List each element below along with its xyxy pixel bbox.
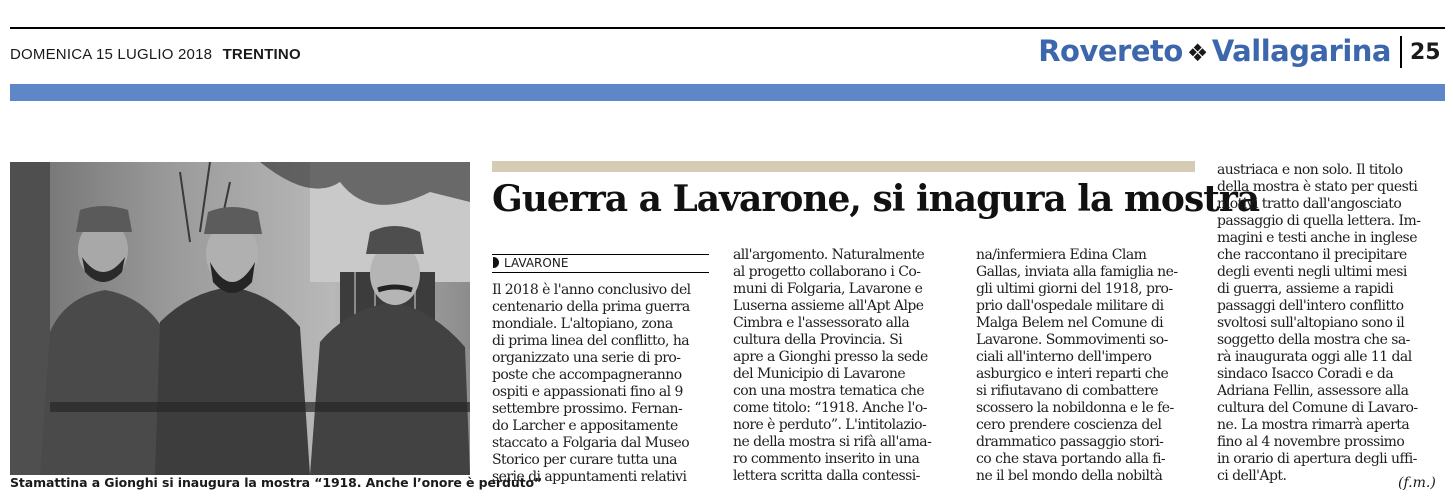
page-number: 25 bbox=[1410, 40, 1441, 65]
text-line: co che stava portando alla fi- bbox=[976, 451, 1166, 467]
text-line: magini e testi anche in inglese bbox=[1217, 230, 1417, 246]
article-column-1 bbox=[492, 282, 712, 486]
text-line: apre a Gionghi presso la sede bbox=[733, 349, 928, 365]
newspaper-name: TRENTINO bbox=[222, 46, 301, 63]
article-headline: Guerra a Lavarone, si inagura la mostra bbox=[492, 178, 1260, 220]
photo-caption: Stamattina a Gionghi si inaugura la mostra “1918. Anche l’onore è perduto” bbox=[10, 475, 543, 490]
text-line: Adriana Fellin, assessore alla bbox=[1217, 383, 1409, 399]
text-line: Lavarone. Sommovimenti so- bbox=[976, 332, 1168, 348]
text-line: di prima linea del conflitto, ha bbox=[492, 333, 690, 349]
text-line: Cimbra e l'assessorato alla bbox=[733, 315, 910, 331]
text-line: austriaca e non solo. Il titolo bbox=[1217, 162, 1403, 178]
text-line: gli ultimi giorni del 1918, pro- bbox=[976, 281, 1173, 297]
kicker-label: LAVARONE bbox=[504, 256, 569, 270]
text-line: degli eventi negli ultimi mesi bbox=[1217, 264, 1407, 280]
text-line: Il 2018 è l'anno conclusivo del bbox=[492, 282, 691, 298]
text-line: passaggi dell'intero conflitto bbox=[1217, 298, 1404, 314]
header-rule bbox=[10, 27, 1445, 29]
article-column-2 bbox=[733, 247, 953, 485]
article-column-4 bbox=[1217, 162, 1439, 485]
text-line: che raccontano il precipitare bbox=[1217, 247, 1407, 263]
text-line: staccato a Folgaria dal Museo bbox=[492, 435, 690, 451]
text-line: mondiale. L'altopiano, zona bbox=[492, 316, 673, 332]
kicker-marker-icon bbox=[493, 257, 499, 268]
text-line: prio dall'ospedale militare di bbox=[976, 298, 1164, 314]
author-signature: (f.m.) bbox=[1398, 475, 1436, 491]
text-line: ci dell'Apt. bbox=[1217, 468, 1287, 484]
issue-date: DOMENICA 15 LUGLIO 2018 bbox=[10, 46, 213, 63]
text-line: ne della mostra si rifà all'ama- bbox=[733, 434, 932, 450]
text-line: lettera scritta dalla contessi- bbox=[733, 468, 920, 484]
text-line: passaggio di quella lettera. Im- bbox=[1217, 213, 1421, 229]
dateline bbox=[10, 46, 301, 63]
article-column-3 bbox=[976, 247, 1196, 485]
text-line: in orario di apertura degli uffi- bbox=[1217, 451, 1417, 467]
text-line: si rifiutavano di combattere bbox=[976, 383, 1158, 399]
text-line: cultura della Provincia. Si bbox=[733, 332, 903, 348]
text-line: nore è perduto”. L'intitolazio- bbox=[733, 417, 927, 433]
text-line: scossero la nobildonna e le fe- bbox=[976, 400, 1174, 416]
text-line: fino al 4 novembre prossimo bbox=[1217, 434, 1405, 450]
page-number-divider bbox=[1400, 36, 1402, 68]
text-line: ne il bel mondo della nobiltà bbox=[976, 468, 1163, 484]
text-line: muni di Folgaria, Lavarone e bbox=[733, 281, 923, 297]
text-line: organizzato una serie di pro- bbox=[492, 350, 681, 366]
text-line: cultura del Comune di Lavaro- bbox=[1217, 400, 1418, 416]
text-line: Gallas, inviata alla famiglia ne- bbox=[976, 264, 1178, 280]
text-line: motivi tratto dall'angosciato bbox=[1217, 196, 1402, 212]
text-line: settembre prossimo. Fernan- bbox=[492, 401, 683, 417]
text-line: cero prendere coscienza del bbox=[976, 417, 1162, 433]
text-line: Storico per curare tutta una bbox=[492, 452, 677, 468]
section-color-bar bbox=[10, 84, 1445, 101]
text-line: del Municipio di Lavarone bbox=[733, 366, 906, 382]
section-title bbox=[1038, 34, 1391, 68]
text-line: ciali all'interno dell'impero bbox=[976, 349, 1152, 365]
text-line: Malga Belem nel Comune di bbox=[976, 315, 1164, 331]
text-line: come titolo: “1918. Anche l'o- bbox=[733, 400, 927, 416]
historical-photo-three-soldiers-icon bbox=[10, 162, 470, 475]
text-line: ne. La mostra rimarrà aperta bbox=[1217, 417, 1410, 433]
section-right: Vallagarina bbox=[1211, 34, 1391, 68]
headline-accent-bar bbox=[492, 161, 1195, 172]
text-line: svoltosi sull'altopiano sono il bbox=[1217, 315, 1405, 331]
text-line: centenario della prima guerra bbox=[492, 299, 690, 315]
text-line: soggetto della mostra che sa- bbox=[1217, 332, 1410, 348]
text-line: na/infermiera Edina Clam bbox=[976, 247, 1147, 263]
text-line: rà inaugurata oggi alle 11 dal bbox=[1217, 349, 1412, 365]
section-left: Rovereto bbox=[1038, 34, 1183, 68]
text-line: di guerra, assieme a rapidi bbox=[1217, 281, 1394, 297]
diamond-ornament-icon: ❖ bbox=[1186, 39, 1208, 67]
text-line: asburgico e interi reparti che bbox=[976, 366, 1169, 382]
text-line: ro commento inserito in una bbox=[733, 451, 920, 467]
location-kicker bbox=[492, 254, 709, 273]
text-line: con una mostra tematica che bbox=[733, 383, 925, 399]
text-line: drammatico passaggio stori- bbox=[976, 434, 1164, 450]
text-line: al progetto collaborano i Co- bbox=[733, 264, 921, 280]
text-line: della mostra è stato per questi bbox=[1217, 179, 1418, 195]
text-line: Luserna assieme all'Apt Alpe bbox=[733, 298, 924, 314]
text-line: do Larcher e appositamente bbox=[492, 418, 678, 434]
text-line: ospiti e appassionati fino al 9 bbox=[492, 384, 683, 400]
text-line: all'argomento. Naturalmente bbox=[733, 247, 925, 263]
text-line: sindaco Isacco Coradi e da bbox=[1217, 366, 1394, 382]
article-photo bbox=[10, 162, 470, 475]
text-line: serie di appuntamenti relativi bbox=[492, 469, 687, 485]
text-line: poste che accompagneranno bbox=[492, 367, 682, 383]
